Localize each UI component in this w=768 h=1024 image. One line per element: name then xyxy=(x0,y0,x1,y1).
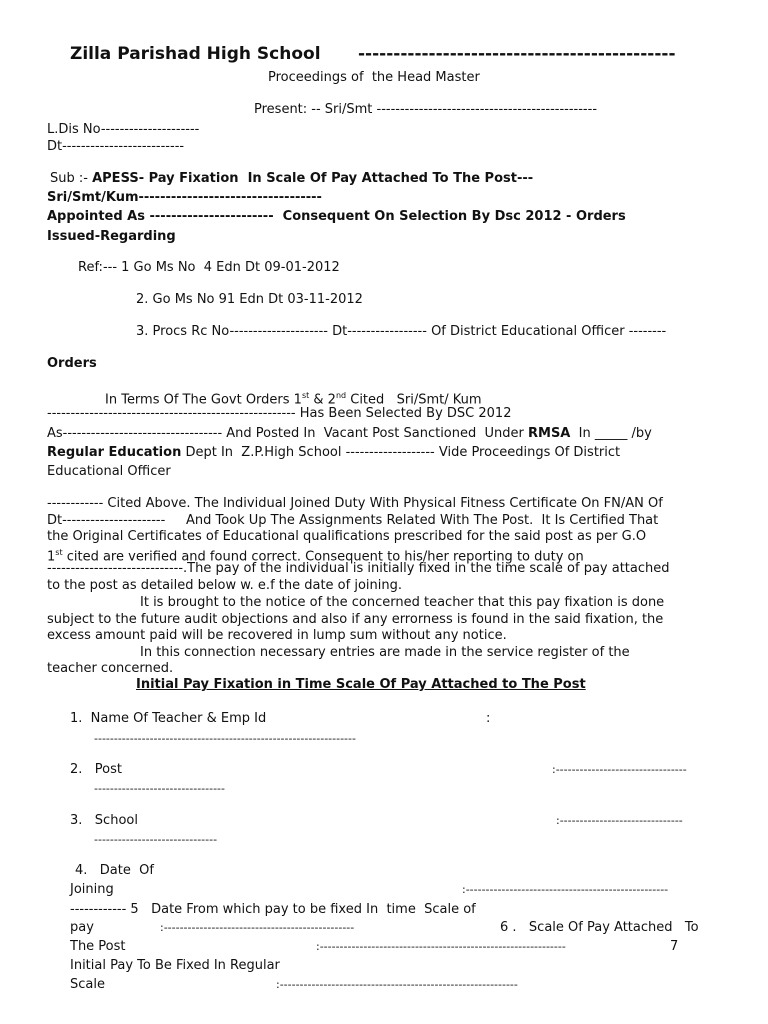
item-5-pay: pay xyxy=(70,920,94,935)
para1-line-2: ----------------------------------------------------- Has Been Selected By DSC 2012 xyxy=(47,406,512,421)
reference-2: 2. Go Ms No 91 Edn Dt 03-11-2012 xyxy=(136,292,363,307)
item-5-field: :------------------------------------------------ xyxy=(160,921,355,934)
item-7-scale: Scale xyxy=(70,977,105,992)
subject-line-4: Issued-Regarding xyxy=(47,229,176,244)
subject-line-3: Appointed As ----------------------- Consequent On Selection By Dsc 2012 - Orders xyxy=(47,209,626,224)
para2-line-11: teacher concerned. xyxy=(47,661,174,676)
item-1-line: ------------------------------------------------------------------ xyxy=(94,732,356,745)
orders-heading: Orders xyxy=(47,356,97,371)
subject-line-2: Sri/Smt/Kum---------------------------------- xyxy=(47,190,322,205)
subject-prefix: Sub :- xyxy=(50,171,93,186)
item-7-field: :------------------------------------------------------------ xyxy=(276,978,518,991)
item-7-number: 7 xyxy=(670,939,679,954)
para2-line-9: excess amount paid will be recovered in lump sum without any notice. xyxy=(47,628,507,643)
item-5-label: ------------ 5 Date From which pay to be fixed In time Scale of xyxy=(70,902,476,917)
item-2-label: 2. Post xyxy=(70,762,122,777)
para2-line-8: subject to the future audit objections and also if any errorness is found in the said fixation, the xyxy=(47,612,664,627)
para2-line-3: the Original Certificates of Educational qualifications prescribed for the said post as per G.O xyxy=(47,529,647,544)
para1-line-4: Regular Education Dept In Z.P.High School ------------------- Vide Proceedings Of District xyxy=(47,445,621,460)
para2-line-7: It is brought to the notice of the concerned teacher that this pay fixation is done xyxy=(140,595,665,610)
present-line: Present: -- Sri/Smt ----------------------------------------------- xyxy=(254,102,598,117)
para2-line-10: In this connection necessary entries are made in the service register of the xyxy=(140,645,630,660)
item-1-label: 1. Name Of Teacher & Emp Id xyxy=(70,711,267,726)
para2-line-5: -----------------------------.The pay of the individual is initially fixed in the time scale of pay attached xyxy=(47,561,670,576)
item-4-label: 4. Date Of xyxy=(75,863,154,878)
para2-line-2: Dt---------------------- And Took Up The Assignments Related With The Post. It Is Certified That xyxy=(47,513,659,528)
item-4-field: :--------------------------------------------------- xyxy=(462,883,669,896)
subject-title: APESS- Pay Fixation In Scale Of Pay Attached To The Post--- xyxy=(92,171,534,186)
para1-line-3: As---------------------------------- And Posted In Vacant Post Sanctioned Under RMSA In _____ /by xyxy=(47,426,652,441)
proceedings-heading: Proceedings of the Head Master xyxy=(268,70,480,85)
subject-line-1 xyxy=(50,171,533,187)
fixation-heading: Initial Pay Fixation in Time Scale Of Pay Attached to The Post xyxy=(136,677,586,692)
regular-education-label: Regular Education xyxy=(47,445,182,460)
item-6-label: 6 . Scale Of Pay Attached To xyxy=(500,920,699,935)
item-3-line: ------------------------------- xyxy=(94,833,218,846)
para1-line-5: Educational Officer xyxy=(47,464,171,479)
date-line: Dt-------------------------- xyxy=(47,139,185,154)
item-3-field: :------------------------------- xyxy=(556,814,683,827)
para1-line-1: In Terms Of The Govt Orders 1st & 2nd Cited Sri/Smt/ Kum xyxy=(105,391,482,408)
para2-line-1: ------------ Cited Above. The Individual Joined Duty With Physical Fitness Certificate On FN/AN Of xyxy=(47,496,663,511)
para2-line-6: to the post as detailed below w. e.f the date of joining. xyxy=(47,578,402,593)
item-2-line: --------------------------------- xyxy=(94,782,225,795)
blank-field: _____ xyxy=(594,426,628,441)
rmsa-label: RMSA xyxy=(528,426,571,441)
para2-line-4: 1st cited are verified and found correct. Consequent to his/her reporting to duty on xyxy=(47,548,584,565)
ldis-number: L.Dis No--------------------- xyxy=(47,122,200,137)
item-4-joining: Joining xyxy=(70,882,114,897)
item-1-colon: : xyxy=(486,711,491,726)
item-2-field: :--------------------------------- xyxy=(552,763,687,776)
reference-3: 3. Procs Rc No--------------------- Dt----------------- Of District Educational Officer -------- xyxy=(136,324,667,339)
item-6-field: :-------------------------------------------------------------- xyxy=(316,940,566,953)
school-title-dashes: --------------------------------------------- xyxy=(358,44,676,64)
item-3-label: 3. School xyxy=(70,813,138,828)
reference-1: Ref:--- 1 Go Ms No 4 Edn Dt 09-01-2012 xyxy=(78,260,340,275)
item-7-label: Initial Pay To Be Fixed In Regular xyxy=(70,958,280,973)
school-title: Zilla Parishad High School xyxy=(70,44,321,64)
item-6-post: The Post xyxy=(70,939,126,954)
